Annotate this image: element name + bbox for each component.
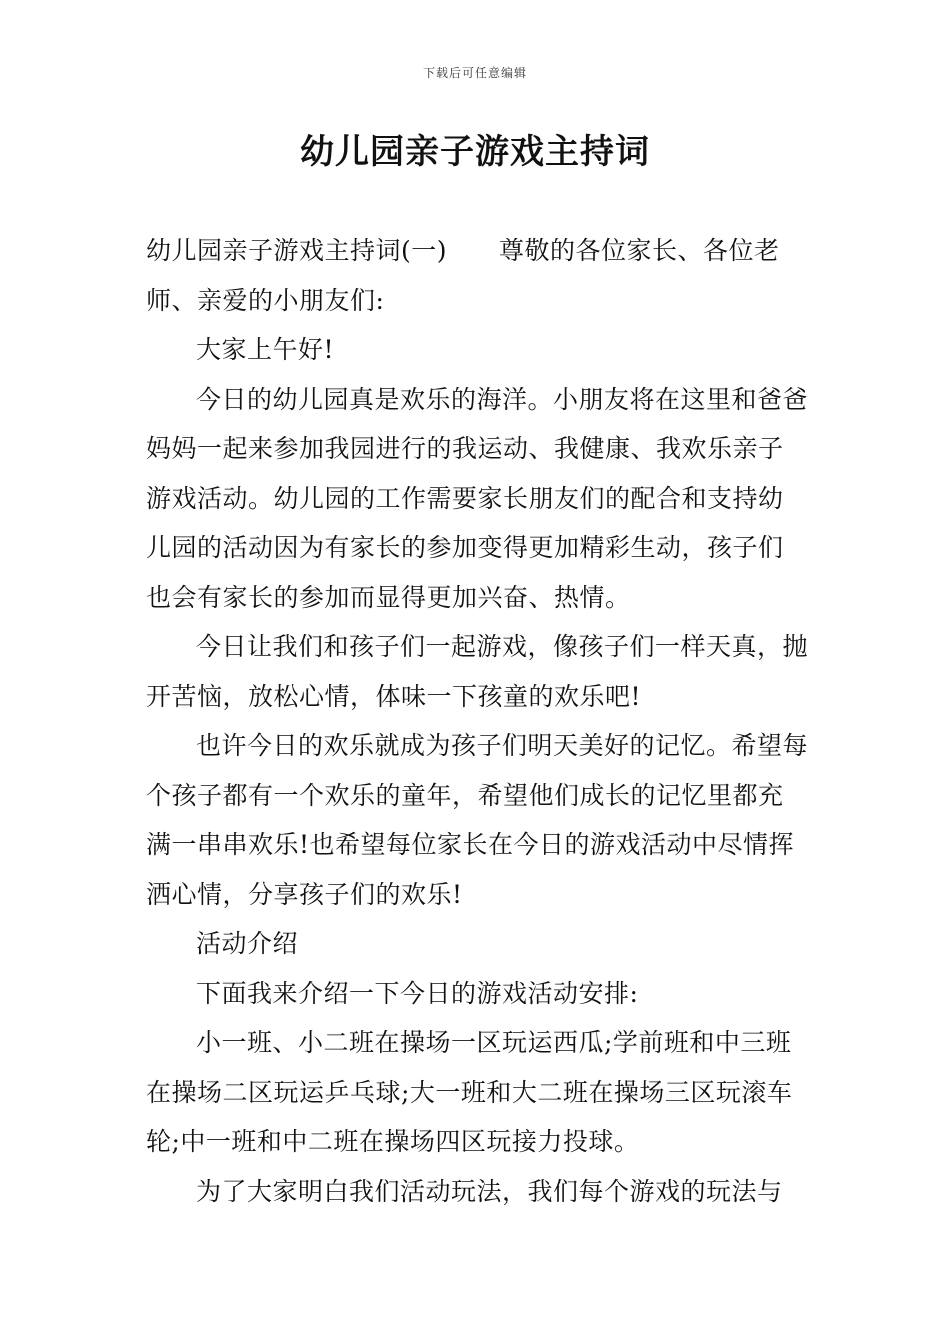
paragraph-section-heading: 活动介绍 — [196, 929, 299, 958]
intro-salutation: 尊敬的各位家长、各位老师、亲爱的小朋友们: — [146, 236, 780, 315]
intro-paragraph — [146, 226, 808, 325]
paragraph-memories: 也许今日的欢乐就成为孩子们明天美好的记忆。希望每个孩子都有一个欢乐的童年，希望他们成长的记忆里都充满一串串欢乐!也希望每位家长在今日的游戏活动中尽情挥洒心情，分享孩子们的欢乐! — [146, 731, 809, 909]
paragraph-rules: 为了大家明白我们活动玩法，我们每个游戏的玩法与 — [196, 1176, 783, 1206]
document-title: 幼儿园亲子游戏主持词 — [300, 132, 650, 172]
paragraph-play-together: 今日让我们和孩子们一起游戏，像孩子们一样天真，抛开苦恼，放松心情，体味一下孩童的欢乐吧! — [146, 632, 809, 711]
intro-heading: 幼儿园亲子游戏主持词(一) — [146, 236, 448, 265]
header-note: 下载后可任意编辑 — [422, 66, 527, 80]
paragraph-welcome: 今日的幼儿园真是欢乐的海洋。小朋友将在这里和爸爸妈妈一起来参加我园进行的我运动、我健康、我欢乐亲子游戏活动。幼儿园的工作需要家长朋友们的配合和支持幼儿园的活动因为有家长的参加变得更加精彩生动，孩子们也会有家长的参加而显得更加兴奋、热情。 — [146, 384, 809, 612]
paragraph-greeting: 大家上午好! — [196, 335, 335, 364]
paragraph-schedule-intro: 下面我来介绍一下今日的游戏活动安排: — [196, 978, 639, 1008]
document-body — [146, 226, 808, 1216]
paragraph-schedule: 小一班、小二班在操场一区玩运西瓜;学前班和中三班在操场二区玩运乒乓球;大一班和大二班在操场三区玩滚车轮;中一班和中二班在操场四区玩接力投球。 — [146, 1028, 793, 1156]
